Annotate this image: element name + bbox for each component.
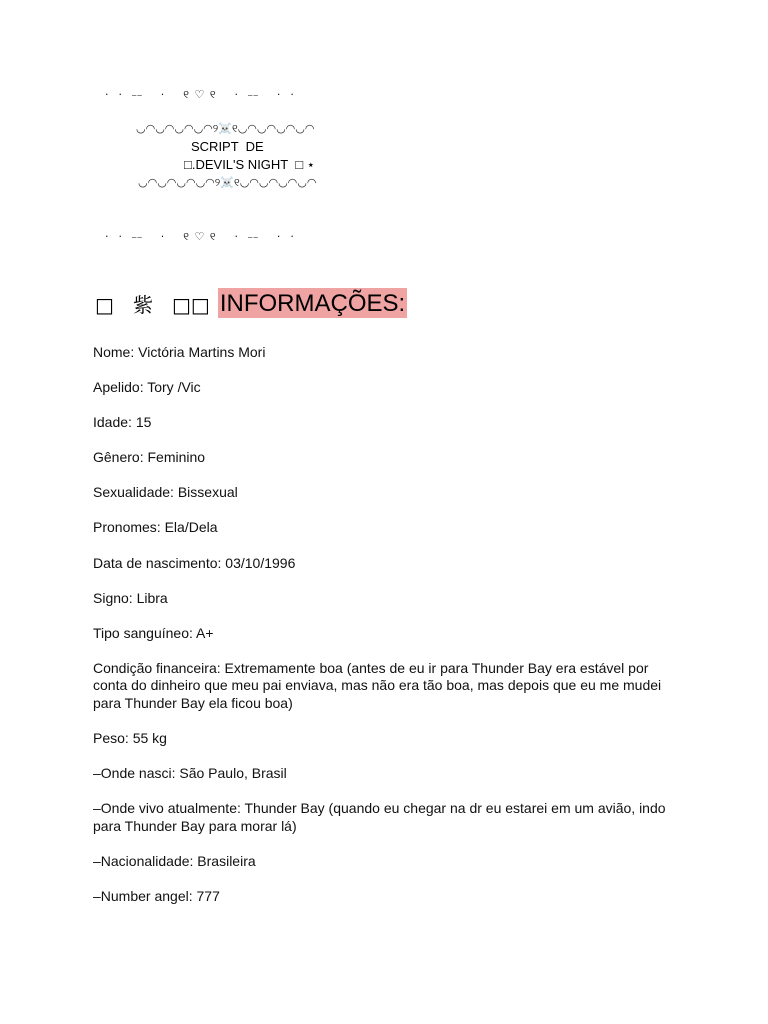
decorative-divider-top: · · ⎯⎯ · ୧ ♡ ୧ · ⎯⎯ · · bbox=[105, 88, 295, 101]
script-title-line-1: SCRIPT DE bbox=[191, 139, 264, 154]
wave-border-bottom: ◡◠◡◠◡◠◡◠୨☠️୧◡◠◡◠◡◠◡◠ bbox=[138, 176, 317, 189]
wave-border-top: ◡◠◡◠◡◠◡◠୨☠️୧◡◠◡◠◡◠◡◠ bbox=[136, 122, 315, 135]
field-onde-vivo: –Onde vivo atualmente: Thunder Bay (quando eu chegar na dr eu estarei em um avião, indo para Thunder Bay para morar lá) bbox=[93, 800, 666, 834]
field-sexualidade: Sexualidade: Bissexual bbox=[93, 484, 238, 501]
field-number-angel: –Number angel: 777 bbox=[93, 887, 220, 904]
section-title: INFORMAÇÕES: bbox=[219, 290, 406, 317]
field-signo: Signo: Libra bbox=[93, 589, 168, 606]
field-nome: Nome: Victória Martins Mori bbox=[93, 344, 266, 360]
info-field-list bbox=[93, 344, 683, 923]
script-title-line-2: □.DEVIL'S NIGHT □ ⋆ bbox=[184, 157, 315, 172]
field-nacionalidade: –Nacionalidade: Brasileira bbox=[93, 852, 256, 869]
section-heading bbox=[95, 286, 407, 320]
decorative-divider-bottom: · · ⎯⎯ · ୧ ♡ ୧ · ⎯⎯ · · bbox=[105, 230, 295, 243]
field-apelido: Apelido: Tory /Vic bbox=[93, 379, 201, 396]
field-condicao-financeira: Condição financeira: Extremamente boa (antes de eu ir para Thunder Bay era estável por conta do dinheiro que meu pai enviava, mas não era tão boa, mas depois que eu me mudei para Thunder Bay ela ficou boa) bbox=[93, 659, 662, 711]
field-data-nascimento: Data de nascimento: 03/10/1996 bbox=[93, 554, 296, 571]
field-genero: Gênero: Feminino bbox=[93, 449, 206, 466]
heading-symbols: □ 紫 □□ bbox=[95, 292, 210, 317]
field-peso: Peso: 55 kg bbox=[93, 729, 167, 746]
field-onde-nasci: –Onde nasci: São Paulo, Brasil bbox=[93, 765, 287, 782]
field-idade: Idade: 15 bbox=[93, 414, 152, 431]
field-pronomes: Pronomes: Ela/Dela bbox=[93, 519, 218, 536]
field-tipo-sanguineo: Tipo sanguíneo: A+ bbox=[93, 624, 214, 641]
